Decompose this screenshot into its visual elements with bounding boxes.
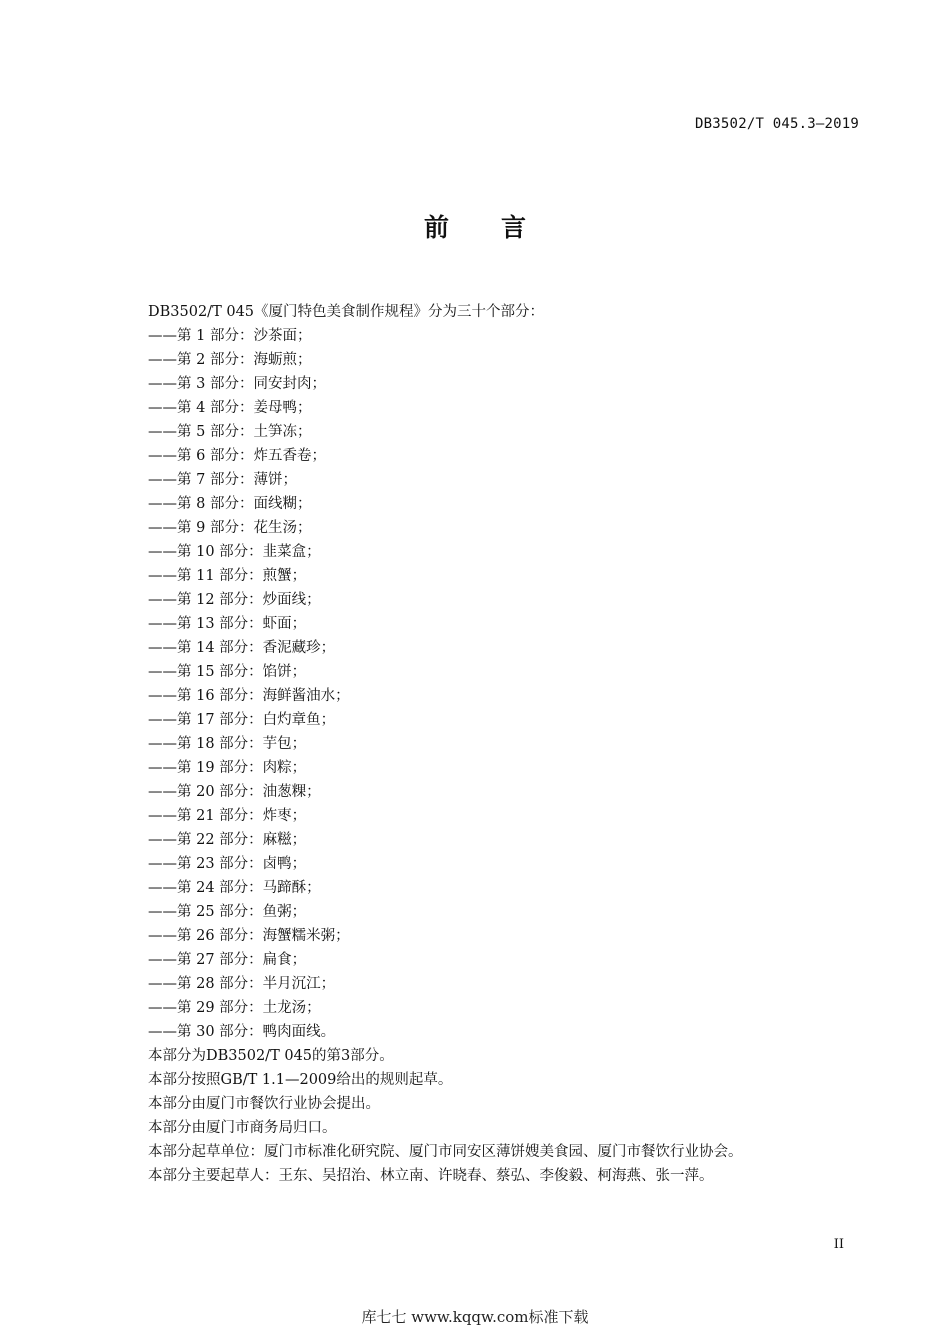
list-item: ——第 12 部分：炒面线； [148, 592, 321, 608]
statement-line: 本部分主要起草人：王东、吴招治、林立南、许晓春、蔡弘、李俊毅、柯海燕、张一萍。 [148, 1168, 714, 1184]
list-item: ——第 14 部分：香泥藏珍； [148, 640, 336, 656]
statement-line: 本部分起草单位：厦门市标准化研究院、厦门市同安区薄饼嫂美食园、厦门市餐饮行业协会。 [148, 1144, 743, 1160]
list-item: ——第 3 部分：同安封肉； [148, 376, 326, 392]
title-char-2: 言 [501, 213, 527, 242]
list-item: ——第 6 部分：炸五香卷； [148, 448, 326, 464]
list-item: ——第 29 部分：土龙汤； [148, 1000, 321, 1016]
statement-line: 本部分由厦门市商务局归口。 [148, 1120, 337, 1136]
list-item: ——第 21 部分：炸枣； [148, 808, 307, 824]
list-item: ——第 11 部分：煎蟹； [148, 568, 307, 584]
list-item: ——第 2 部分：海蛎煎； [148, 352, 312, 368]
list-item: ——第 22 部分：麻糍； [148, 832, 307, 848]
list-item: ——第 10 部分：韭菜盒； [148, 544, 321, 560]
list-item: ——第 18 部分：芋包； [148, 736, 307, 752]
list-item: ——第 4 部分：姜母鸭； [148, 400, 312, 416]
list-item: ——第 17 部分：白灼章鱼； [148, 712, 336, 728]
statement-line: 本部分按照GB/T 1.1—2009给出的规则起草。 [148, 1072, 453, 1088]
list-item: ——第 8 部分：面线糊； [148, 496, 312, 512]
footer-watermark: 库七七 www.kqqw.com标准下载 [361, 1308, 589, 1326]
list-item: ——第 27 部分：扁食； [148, 952, 307, 968]
intro-line: DB3502/T 045《厦门特色美食制作规程》分为三十个部分： [148, 304, 545, 320]
list-item: ——第 13 部分：虾面； [148, 616, 307, 632]
preface-body [148, 300, 868, 1188]
list-item: ——第 25 部分：鱼粥； [148, 904, 307, 920]
statements [148, 1044, 868, 1188]
list-item: ——第 15 部分：馅饼； [148, 664, 307, 680]
title-char-1: 前 [423, 213, 449, 242]
list-item: ——第 1 部分：沙茶面； [148, 328, 312, 344]
list-item: ——第 24 部分：马蹄酥； [148, 880, 321, 896]
list-item: ——第 7 部分：薄饼； [148, 472, 297, 488]
list-item: ——第 16 部分：海鲜酱油水； [148, 688, 350, 704]
page-title [0, 208, 950, 244]
list-item: ——第 28 部分：半月沉江； [148, 976, 336, 992]
list-item: ——第 30 部分：鸭肉面线。 [148, 1024, 336, 1040]
list-item: ——第 9 部分：花生汤； [148, 520, 312, 536]
parts-list [148, 324, 868, 1044]
statement-line: 本部分由厦门市餐饮行业协会提出。 [148, 1096, 380, 1112]
page-number: II [833, 1237, 844, 1252]
statement-line: 本部分为DB3502/T 045的第3部分。 [148, 1048, 394, 1064]
document-code: DB3502/T 045.3—2019 [695, 116, 859, 132]
list-item: ——第 5 部分：土笋冻； [148, 424, 312, 440]
list-item: ——第 19 部分：肉粽； [148, 760, 307, 776]
list-item: ——第 26 部分：海蟹糯米粥； [148, 928, 350, 944]
list-item: ——第 20 部分：油葱粿； [148, 784, 321, 800]
list-item: ——第 23 部分：卤鸭； [148, 856, 307, 872]
